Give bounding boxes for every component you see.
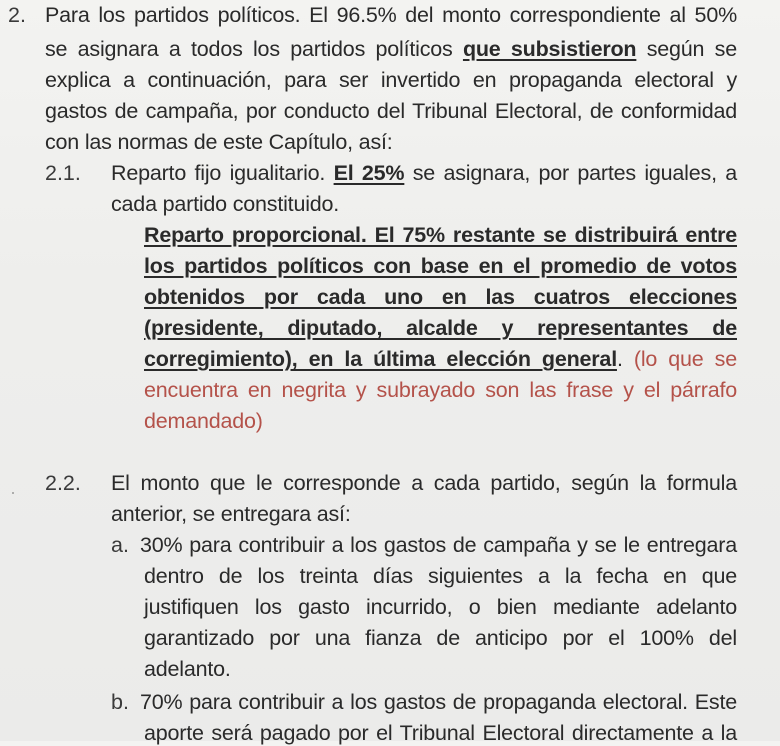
section-2-number: 2. [8, 3, 26, 27]
item-b-line-1: 70% para contribuir a los gastos de propaganda electoral. Este [140, 690, 737, 714]
item-a-line-4: garantizado por una fianza de anticipo por el 100% del [144, 626, 737, 650]
proportional-line-5 [144, 346, 737, 372]
emphasis-el-25: El 25% [333, 161, 405, 185]
item-a-line-5: adelanto. [144, 657, 231, 681]
note-line-2: encuentra en negrita y subrayado son las frase y el párrafo [144, 378, 737, 402]
section-2-line-5: con las normas de este Capítulo, así: [45, 130, 393, 154]
section-2-line-2-tail: según se [646, 37, 737, 61]
section-2-1-line-2: cada partido constituido. [111, 192, 340, 216]
item-a-marker: a. [111, 533, 129, 557]
section-2-2-line-2: anterior, se entregara así: [111, 502, 351, 526]
scan-speck [12, 492, 14, 494]
section-2-line-1: Para los partidos políticos. El 96.5% del monto correspondiente al 50% [45, 3, 737, 27]
section-2-line-2 [45, 36, 737, 62]
proportional-line-5-text: corregimiento), en la última elección general [144, 347, 617, 371]
item-a-line-2: dentro de los treinta días siguientes a la fecha en que [144, 564, 737, 588]
section-2-1-line-1-tail: se asignara, por partes iguales, a [412, 161, 737, 185]
item-b-line-2: aporte será pagado por el Tribunal Electoral directamente a la [144, 721, 737, 745]
proportional-line-1: Reparto proporcional. El 75% restante se distribuirá entre [144, 223, 737, 247]
proportional-line-2: los partidos políticos con base en el promedio de votos [144, 254, 737, 278]
section-2-1-line-1 [111, 160, 737, 186]
section-2-line-3: explica a continuación, para ser invertido en propaganda electoral y [45, 68, 737, 92]
item-b-marker: b. [111, 690, 129, 714]
item-a-line-3: justifiquen los gasto incurrido, o bien mediante adelanto [144, 595, 737, 619]
note-start: (lo que se [633, 347, 737, 371]
section-2-1-number: 2.1. [45, 161, 81, 185]
proportional-line-4: (presidente, diputado, alcalde y representantes de [144, 316, 737, 340]
item-a-line-1: 30% para contribuir a los gastos de campaña y se le entregara [140, 533, 737, 557]
section-2-2-number: 2.2. [45, 471, 81, 495]
section-2-2-line-1: El monto que le corresponde a cada partido, según la formula [111, 471, 737, 495]
reparto-fijo-label: Reparto fijo igualitario. [111, 161, 326, 185]
note-line-3: demandado) [144, 409, 263, 433]
proportional-period: . [616, 347, 623, 371]
section-2-line-4: gastos de campaña, por conducto del Tribunal Electoral, de conformidad [45, 99, 737, 123]
emphasis-que-subsistieron: que subsistieron [462, 37, 637, 61]
section-2-line-2-text: se asignara a todos los partidos políticos [45, 37, 453, 61]
proportional-line-3: obtenidos por cada uno en las cuatros elecciones [144, 285, 737, 309]
